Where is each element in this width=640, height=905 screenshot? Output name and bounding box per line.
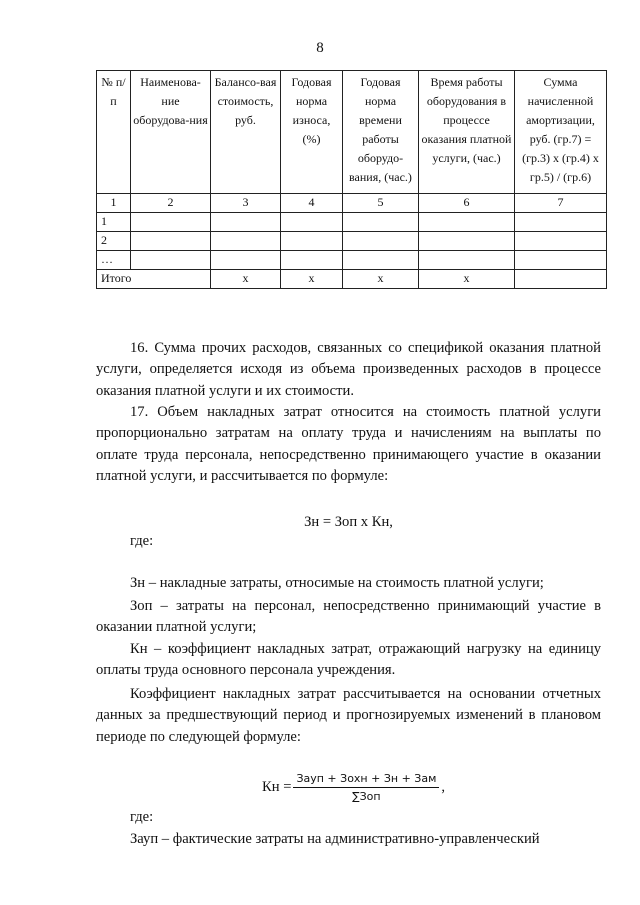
formula-numerator: Зауп + Зохн + Зн + Зам [293, 772, 439, 788]
table-cell: 4 [281, 194, 343, 213]
table-cell: х [419, 270, 515, 289]
column-number-row [97, 194, 607, 213]
paragraph-16 [96, 338, 601, 402]
table-cell [281, 232, 343, 251]
coefficient-paragraph [96, 684, 601, 748]
header-cell: Балансо-вая стоимость, руб. [211, 71, 281, 194]
definition-zop [96, 596, 601, 639]
table-cell: 5 [343, 194, 419, 213]
amortization-table [96, 70, 607, 289]
header-cell: Годовая норма времени работы оборудо-вания, (час.) [343, 71, 419, 194]
table-cell: х [343, 270, 419, 289]
header-cell: Время работы оборудования в процессе оказания платной услуги, (час.) [419, 71, 515, 194]
header-cell: Наименова-ние оборудова-ния [131, 71, 211, 194]
table-cell: 2 [97, 232, 131, 251]
definition-text: Кн – коэффициент накладных затрат, отражающий нагрузку на единицу оплаты труда основного персонала учреждения. [96, 641, 601, 679]
formula-coefficient [262, 772, 445, 803]
table-cell: … [97, 251, 131, 270]
table-cell [419, 213, 515, 232]
total-row [97, 270, 607, 289]
table-cell [211, 213, 281, 232]
where-label-2 [96, 807, 601, 828]
table-cell: 1 [97, 213, 131, 232]
definition-text: Зн – накладные затраты, относимые на стоимость платной услуги; [130, 575, 544, 591]
table-cell [419, 251, 515, 270]
definition-text: Зауп – фактические затраты на административно-управленческий [130, 831, 540, 847]
definition-zn [96, 573, 601, 594]
table-cell [343, 251, 419, 270]
formula-lhs: Кн = [262, 779, 292, 795]
page-number: 8 [316, 40, 324, 56]
table-cell [515, 270, 607, 289]
definition-zaup [96, 829, 601, 850]
table-cell [131, 251, 211, 270]
table-cell: х [281, 270, 343, 289]
where-text: где: [130, 533, 154, 549]
formula-fraction [293, 772, 439, 803]
paragraph-text: 17. Объем накладных затрат относится на стоимость платной услуги пропорционально затратам на оплату труда и начислениям на выплаты по оплате труда персонала, непосредственно принимающего участие в оказании платной услуги, и рассчитывается по формуле: [96, 404, 601, 485]
formula-text: Зн = Зоп х Кн, [304, 514, 393, 530]
table-cell: х [211, 270, 281, 289]
table-row [97, 232, 607, 251]
table-cell: 7 [515, 194, 607, 213]
header-cell: Годовая норма износа, (%) [281, 71, 343, 194]
definition-text: Зоп – затраты на персонал, непосредственно принимающий участие в оказании платной услуги; [96, 598, 601, 636]
header-cell: Сумма начисленной амортизации, руб. (гр.7) = (гр.3) х (гр.4) х гр.5) / (гр.6) [515, 71, 607, 194]
table-row [97, 251, 607, 270]
where-text: где: [130, 809, 154, 825]
table-cell [515, 251, 607, 270]
table-cell [343, 213, 419, 232]
formula-denominator: ∑Зоп [352, 790, 381, 803]
paragraph-text: Коэффициент накладных затрат рассчитывается на основании отчетных данных за предшествующий период и прогнозируемых изменений в плановом периоде по следующей формуле: [96, 686, 601, 745]
table-cell: 6 [419, 194, 515, 213]
table-cell: 3 [211, 194, 281, 213]
paragraph-text: 16. Сумма прочих расходов, связанных со спецификой оказания платной услуги, определяется исходя из объема произведенных расходов в процессе оказания платной услуги и их стоимости. [96, 340, 601, 399]
formula-trail: , [441, 779, 446, 795]
table-cell [131, 213, 211, 232]
table-cell [515, 232, 607, 251]
table-cell: 1 [97, 194, 131, 213]
definition-kn [96, 639, 601, 682]
table-header-row [97, 71, 607, 194]
table-cell [419, 232, 515, 251]
total-label: Итого [97, 270, 211, 289]
table-cell [211, 232, 281, 251]
table-cell [343, 232, 419, 251]
table-cell [281, 213, 343, 232]
table-cell: 2 [131, 194, 211, 213]
header-cell: № п/п [97, 71, 131, 194]
table-row [97, 213, 607, 232]
table-cell [131, 232, 211, 251]
table-cell [281, 251, 343, 270]
table-cell [211, 251, 281, 270]
paragraph-17 [96, 402, 601, 488]
where-label-1 [96, 531, 601, 552]
table-cell [515, 213, 607, 232]
